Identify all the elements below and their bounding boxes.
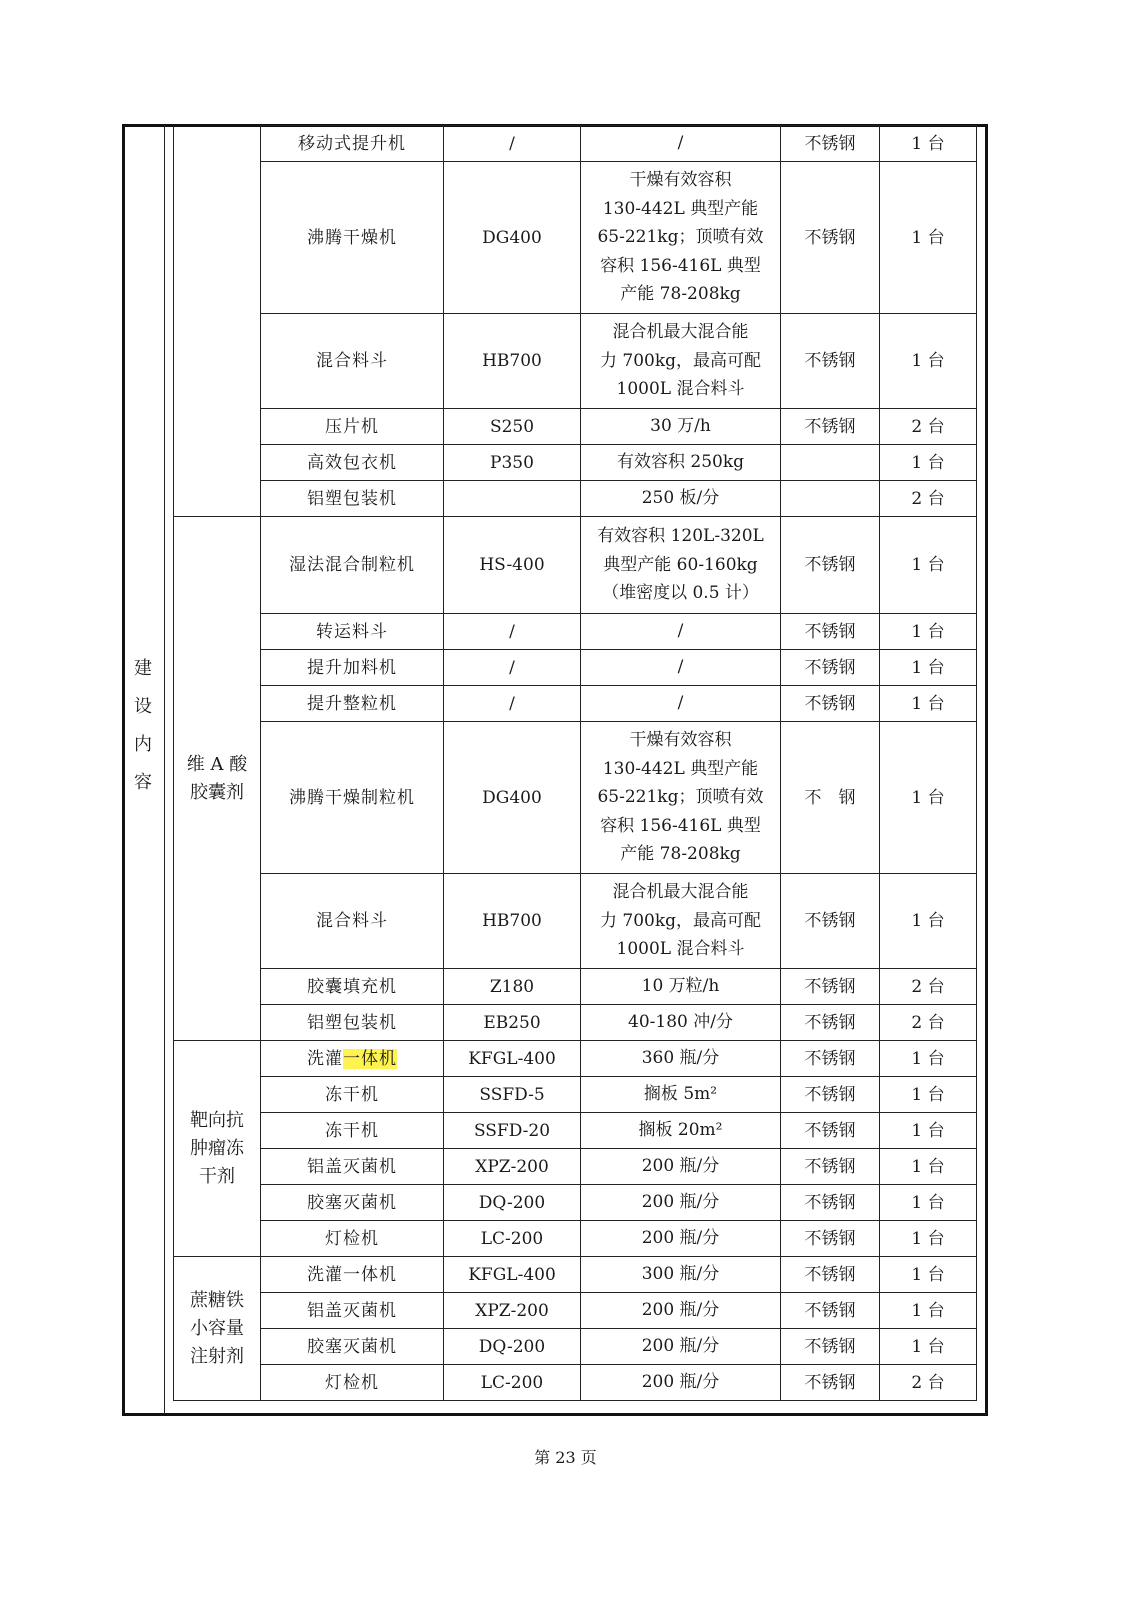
- equipment-material: 不锈钢: [781, 686, 880, 722]
- equipment-material: 不锈钢: [781, 1149, 880, 1185]
- equipment-model: LC-200: [444, 1365, 581, 1401]
- equipment-model: HB700: [444, 314, 581, 409]
- equipment-material: 不锈钢: [781, 126, 880, 162]
- table-row: [174, 126, 977, 162]
- table-row: [174, 686, 977, 722]
- group-cell: [174, 1041, 261, 1257]
- equipment-name: 冻干机: [261, 1077, 444, 1113]
- spec-line: 干燥有效容积: [629, 730, 732, 751]
- equipment-name: 沸腾干燥制粒机: [261, 722, 444, 874]
- spec-line: 产能 78-208kg: [620, 284, 741, 305]
- table-row: [174, 1329, 977, 1365]
- equipment-spec: [581, 1077, 781, 1113]
- table-row: [174, 1041, 977, 1077]
- equipment-spec: [581, 1329, 781, 1365]
- equipment-qty: 1 台: [880, 1113, 977, 1149]
- equipment-qty: 1 台: [880, 1185, 977, 1221]
- group-label-line: 胶囊剂: [190, 781, 244, 803]
- group-cell: [174, 1257, 261, 1401]
- equipment-table: [173, 125, 977, 1401]
- section-label-char: 设: [134, 696, 152, 717]
- table-row: [174, 314, 977, 409]
- spec-line: /: [677, 657, 684, 678]
- equipment-name: [261, 1041, 444, 1077]
- equipment-qty: 1 台: [880, 126, 977, 162]
- table-row: [174, 1149, 977, 1185]
- table-row: [174, 1113, 977, 1149]
- equipment-name: 铝盖灭菌机: [261, 1293, 444, 1329]
- spec-line: 10 万粒/h: [641, 976, 720, 997]
- group-label-line: 注射剂: [190, 1345, 244, 1367]
- equipment-qty: 1 台: [880, 650, 977, 686]
- group-label-line: 靶向抗: [190, 1109, 244, 1131]
- equipment-qty: 2 台: [880, 481, 977, 517]
- equipment-material: 不锈钢: [781, 162, 880, 314]
- equipment-material: 不 钢: [781, 722, 880, 874]
- spec-line: 搁板 20m²: [638, 1120, 723, 1141]
- equipment-name: 胶囊填充机: [261, 969, 444, 1005]
- table-row: [174, 409, 977, 445]
- equipment-model: /: [444, 686, 581, 722]
- spec-line: 1000L 混合料斗: [616, 379, 745, 400]
- spec-line: 30 万/h: [650, 416, 711, 437]
- equipment-material: 不锈钢: [781, 1293, 880, 1329]
- equipment-material: 不锈钢: [781, 314, 880, 409]
- equipment-spec: [581, 722, 781, 874]
- equipment-model: DG400: [444, 162, 581, 314]
- equipment-spec: [581, 1257, 781, 1293]
- equipment-spec: [581, 1041, 781, 1077]
- spec-line: 130-442L 典型产能: [602, 758, 759, 779]
- equipment-material: 不锈钢: [781, 969, 880, 1005]
- spec-line: 40-180 冲/分: [628, 1012, 733, 1033]
- equipment-qty: 2 台: [880, 409, 977, 445]
- equipment-model: LC-200: [444, 1221, 581, 1257]
- equipment-material: 不锈钢: [781, 1329, 880, 1365]
- equipment-name: 沸腾干燥机: [261, 162, 444, 314]
- equipment-qty: 1 台: [880, 686, 977, 722]
- equipment-model: SSFD-5: [444, 1077, 581, 1113]
- equipment-qty: 1 台: [880, 874, 977, 969]
- spec-line: 混合机最大混合能: [612, 882, 749, 903]
- name-plain: 洗灌: [307, 1048, 343, 1069]
- equipment-qty: 1 台: [880, 1149, 977, 1185]
- equipment-model: S250: [444, 409, 581, 445]
- table-row: [174, 650, 977, 686]
- equipment-name: 灯检机: [261, 1365, 444, 1401]
- equipment-model: SSFD-20: [444, 1113, 581, 1149]
- spec-line: 65-221kg；顶喷有效: [597, 787, 764, 808]
- table-row: [174, 445, 977, 481]
- equipment-spec: [581, 162, 781, 314]
- equipment-model: /: [444, 650, 581, 686]
- equipment-spec: [581, 650, 781, 686]
- group-label-line: 小容量: [190, 1317, 244, 1339]
- equipment-spec: [581, 686, 781, 722]
- spec-line: 200 瓶/分: [641, 1228, 720, 1249]
- group-label-line: 维 A 酸: [186, 753, 248, 775]
- equipment-model: P350: [444, 445, 581, 481]
- equipment-name: 压片机: [261, 409, 444, 445]
- equipment-qty: 1 台: [880, 314, 977, 409]
- section-label-char: 内: [134, 734, 152, 755]
- table-row: [174, 1185, 977, 1221]
- equipment-qty: 1 台: [880, 1077, 977, 1113]
- group-cell: [174, 126, 261, 517]
- equipment-model: EB250: [444, 1005, 581, 1041]
- equipment-name: 混合料斗: [261, 874, 444, 969]
- equipment-material: [781, 481, 880, 517]
- equipment-qty: 1 台: [880, 1293, 977, 1329]
- equipment-spec: [581, 614, 781, 650]
- spec-line: 典型产能 60-160kg: [603, 554, 758, 575]
- equipment-spec: [581, 481, 781, 517]
- equipment-spec: [581, 1185, 781, 1221]
- equipment-qty: 1 台: [880, 1221, 977, 1257]
- equipment-name: 灯检机: [261, 1221, 444, 1257]
- equipment-model: XPZ-200: [444, 1149, 581, 1185]
- table-row: [174, 1293, 977, 1329]
- equipment-name: 移动式提升机: [261, 126, 444, 162]
- equipment-model: KFGL-400: [444, 1041, 581, 1077]
- equipment-material: 不锈钢: [781, 1077, 880, 1113]
- equipment-spec: [581, 1365, 781, 1401]
- inner-rule: [164, 125, 165, 1414]
- equipment-spec: [581, 409, 781, 445]
- equipment-material: 不锈钢: [781, 409, 880, 445]
- spec-line: /: [677, 133, 684, 154]
- equipment-name: 铝塑包装机: [261, 1005, 444, 1041]
- table-row: [174, 1077, 977, 1113]
- equipment-spec: [581, 517, 781, 614]
- spec-line: 容积 156-416L 典型: [600, 255, 761, 276]
- equipment-name: 铝塑包装机: [261, 481, 444, 517]
- table-row: [174, 1005, 977, 1041]
- equipment-qty: 1 台: [880, 1257, 977, 1293]
- table-row: [174, 722, 977, 874]
- spec-line: 有效容积 120L-320L: [597, 526, 764, 547]
- equipment-model: KFGL-400: [444, 1257, 581, 1293]
- spec-line: 有效容积 250kg: [616, 452, 745, 473]
- spec-line: 300 瓶/分: [641, 1264, 720, 1285]
- equipment-qty: 2 台: [880, 1005, 977, 1041]
- table-row: [174, 1365, 977, 1401]
- equipment-spec: [581, 1293, 781, 1329]
- spec-line: 200 瓶/分: [641, 1300, 720, 1321]
- equipment-spec: [581, 1149, 781, 1185]
- equipment-qty: 1 台: [880, 1041, 977, 1077]
- equipment-material: 不锈钢: [781, 874, 880, 969]
- equipment-model: DG400: [444, 722, 581, 874]
- table-row: [174, 614, 977, 650]
- equipment-qty: 1 台: [880, 445, 977, 481]
- equipment-model: HS-400: [444, 517, 581, 614]
- equipment-name: 提升整粒机: [261, 686, 444, 722]
- table-row: [174, 517, 977, 614]
- equipment-material: 不锈钢: [781, 1257, 880, 1293]
- equipment-material: 不锈钢: [781, 1005, 880, 1041]
- spec-line: 200 瓶/分: [641, 1372, 720, 1393]
- section-label: [126, 650, 160, 802]
- equipment-material: 不锈钢: [781, 1113, 880, 1149]
- table-row: [174, 1221, 977, 1257]
- section-label-char: 建: [134, 658, 152, 679]
- page-number: 第 23 页: [534, 1448, 597, 1467]
- spec-line: 200 瓶/分: [641, 1336, 720, 1357]
- group-label-line: 肿瘤冻: [190, 1137, 244, 1159]
- equipment-material: [781, 445, 880, 481]
- spec-line: 混合机最大混合能: [612, 322, 749, 343]
- equipment-model: Z180: [444, 969, 581, 1005]
- spec-line: 200 瓶/分: [641, 1156, 720, 1177]
- equipment-model: DQ-200: [444, 1185, 581, 1221]
- table-row: [174, 162, 977, 314]
- spec-line: 干燥有效容积: [629, 170, 732, 191]
- name-highlight: 一体机: [343, 1048, 397, 1069]
- spec-line: 产能 78-208kg: [620, 844, 741, 865]
- table-row: [174, 874, 977, 969]
- equipment-name: 提升加料机: [261, 650, 444, 686]
- equipment-material: 不锈钢: [781, 517, 880, 614]
- equipment-name: 转运料斗: [261, 614, 444, 650]
- equipment-material: 不锈钢: [781, 1185, 880, 1221]
- spec-line: 130-442L 典型产能: [602, 198, 759, 219]
- group-label-line: 蔗糖铁: [190, 1289, 244, 1311]
- equipment-spec: [581, 969, 781, 1005]
- spec-line: 容积 156-416L 典型: [600, 815, 761, 836]
- equipment-spec: [581, 314, 781, 409]
- spec-line: 力 700kg，最高可配: [599, 350, 762, 371]
- spec-line: 200 瓶/分: [641, 1192, 720, 1213]
- spec-line: （堆密度以 0.5 计）: [602, 583, 759, 604]
- spec-line: 250 板/分: [641, 488, 720, 509]
- equipment-spec: [581, 1221, 781, 1257]
- equipment-name: 湿法混合制粒机: [261, 517, 444, 614]
- equipment-model: /: [444, 614, 581, 650]
- equipment-qty: 2 台: [880, 969, 977, 1005]
- equipment-name: 混合料斗: [261, 314, 444, 409]
- equipment-name: 胶塞灭菌机: [261, 1185, 444, 1221]
- equipment-model: [444, 481, 581, 517]
- equipment-name: 冻干机: [261, 1113, 444, 1149]
- equipment-material: 不锈钢: [781, 1221, 880, 1257]
- equipment-model: DQ-200: [444, 1329, 581, 1365]
- spec-line: 1000L 混合料斗: [616, 939, 745, 960]
- table-row: [174, 481, 977, 517]
- equipment-qty: 1 台: [880, 722, 977, 874]
- equipment-qty: 2 台: [880, 1365, 977, 1401]
- equipment-qty: 1 台: [880, 517, 977, 614]
- equipment-spec: [581, 874, 781, 969]
- table-row: [174, 1257, 977, 1293]
- equipment-name: 胶塞灭菌机: [261, 1329, 444, 1365]
- spec-line: /: [677, 693, 684, 714]
- equipment-spec: [581, 445, 781, 481]
- equipment-material: 不锈钢: [781, 614, 880, 650]
- equipment-qty: 1 台: [880, 614, 977, 650]
- table-row: [174, 969, 977, 1005]
- equipment-material: 不锈钢: [781, 650, 880, 686]
- section-label-char: 容: [134, 772, 152, 793]
- equipment-model: /: [444, 126, 581, 162]
- equipment-qty: 1 台: [880, 162, 977, 314]
- group-label-line: 干剂: [199, 1165, 235, 1187]
- spec-line: 360 瓶/分: [641, 1048, 720, 1069]
- equipment-spec: [581, 1005, 781, 1041]
- equipment-name: 高效包衣机: [261, 445, 444, 481]
- equipment-name: 洗灌一体机: [261, 1257, 444, 1293]
- equipment-material: 不锈钢: [781, 1041, 880, 1077]
- equipment-material: 不锈钢: [781, 1365, 880, 1401]
- spec-line: 力 700kg，最高可配: [599, 910, 762, 931]
- spec-line: /: [677, 621, 684, 642]
- spec-line: 搁板 5m²: [643, 1084, 718, 1105]
- spec-line: 65-221kg；顶喷有效: [597, 227, 764, 248]
- equipment-model: HB700: [444, 874, 581, 969]
- group-cell: [174, 517, 261, 1041]
- equipment-qty: 1 台: [880, 1329, 977, 1365]
- equipment-name: 铝盖灭菌机: [261, 1149, 444, 1185]
- equipment-spec: [581, 126, 781, 162]
- equipment-model: XPZ-200: [444, 1293, 581, 1329]
- equipment-spec: [581, 1113, 781, 1149]
